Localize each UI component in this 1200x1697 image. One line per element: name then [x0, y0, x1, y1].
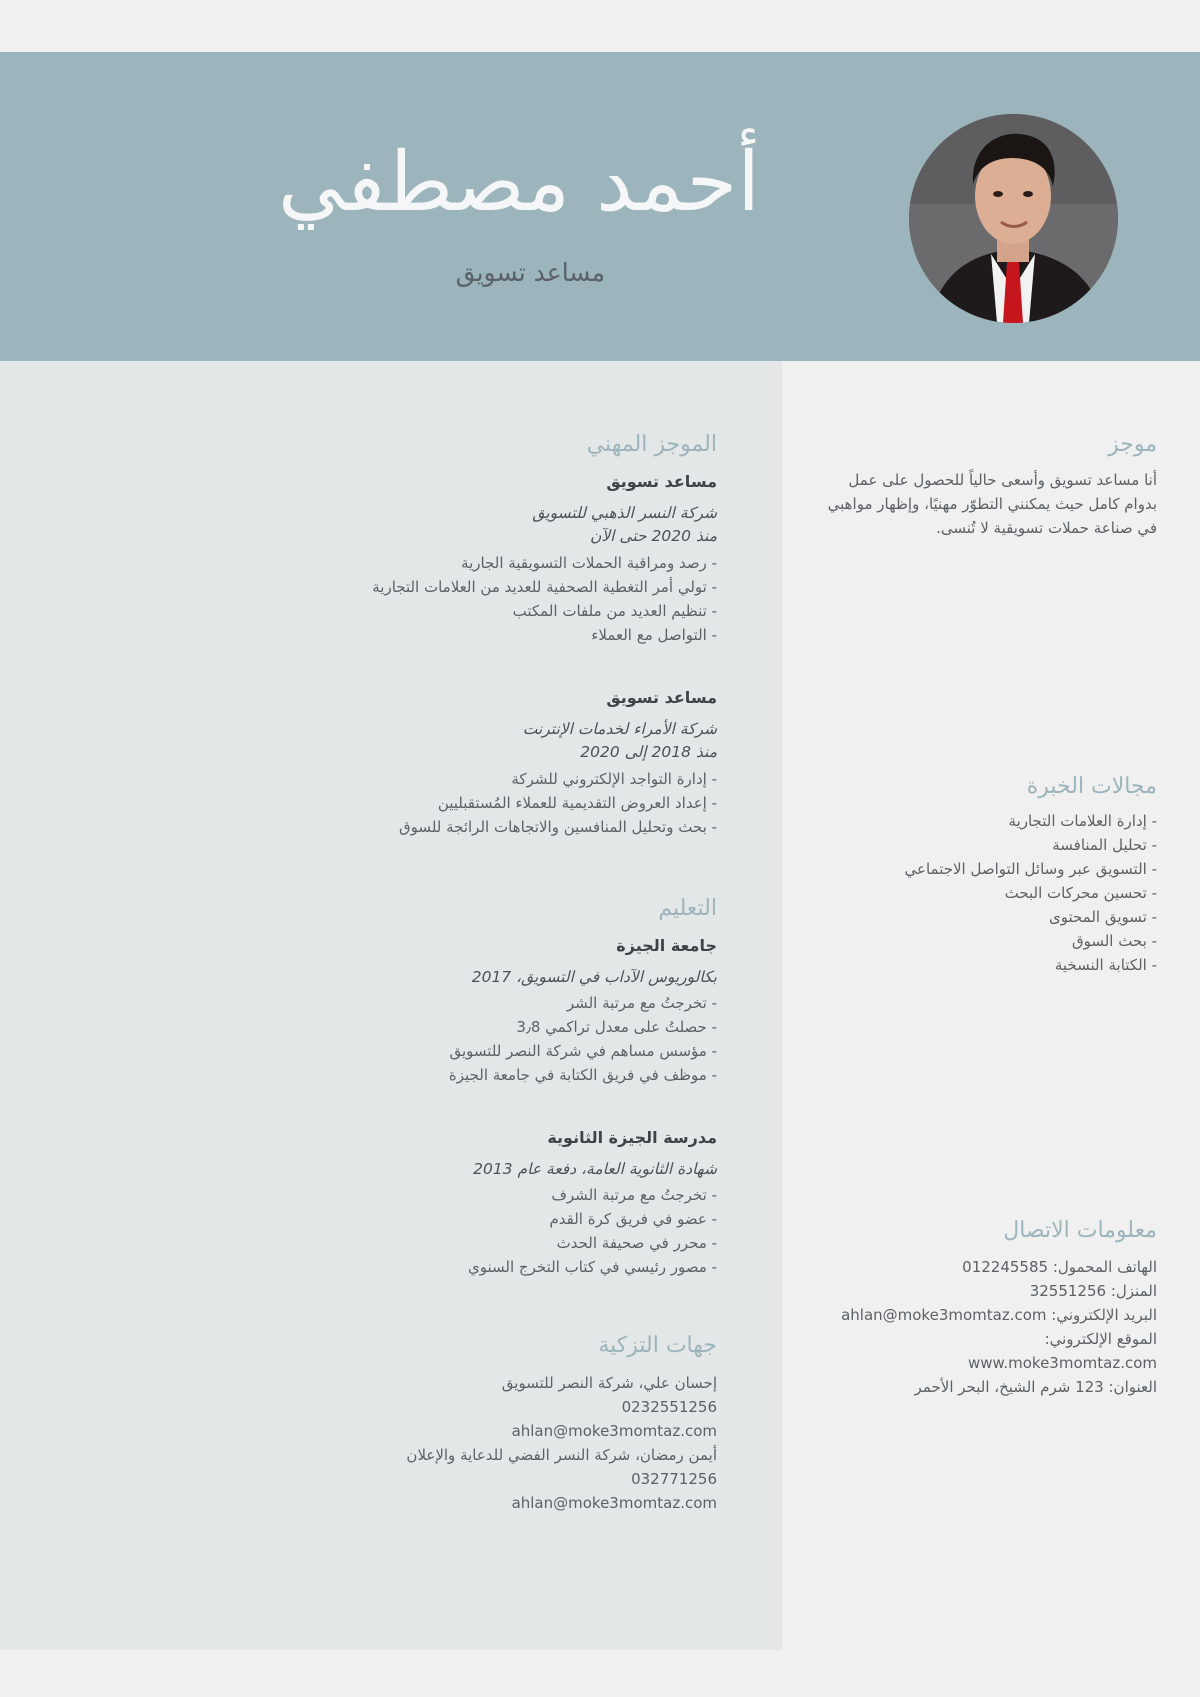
contact-email[interactable]: البريد الإلكتروني: ahlan@moke3momtaz.com: [841, 1306, 1157, 1324]
job-period: منذ 2020 حتى الآن: [589, 527, 717, 545]
reference-line: أيمن رمضان، شركة النسر الفضي للدعاية والإعلان: [406, 1446, 717, 1464]
job-company: شركة الأمراء لخدمات الإنترنت: [522, 720, 717, 738]
expertise-item: - التسويق عبر وسائل التواصل الاجتماعي: [904, 860, 1157, 878]
education-bullet: - موظف في فريق الكتابة في جامعة الجيزة: [448, 1066, 717, 1084]
reference-line: 032771256: [631, 1470, 717, 1488]
profile-photo: [909, 114, 1118, 323]
candidate-title: مساعد تسويق: [455, 258, 605, 287]
candidate-name: أحمد مصطفي: [277, 135, 760, 230]
expertise-item: - تحسين محركات البحث: [1004, 884, 1157, 902]
job-bullet: - تنظيم العديد من ملفات المكتب: [512, 602, 717, 620]
education-heading: التعليم: [658, 896, 717, 921]
school-name: جامعة الجيزة: [616, 936, 717, 955]
degree: بكالوريوس الآداب في التسويق، 2017: [471, 968, 717, 986]
school-name: مدرسة الجيزة الثانوية: [547, 1128, 717, 1147]
job-bullet: - التواصل مع العملاء: [591, 626, 717, 644]
education-bullet: - تخرجتُ مع مرتبة الشرف: [551, 1186, 717, 1204]
education-bullet: - عضو في فريق كرة القدم: [549, 1210, 717, 1228]
expertise-item: - إدارة العلامات التجارية: [1008, 812, 1157, 830]
reference-line: إحسان علي، شركة النصر للتسويق: [501, 1374, 717, 1392]
job-period: منذ 2018 إلى 2020: [580, 743, 717, 761]
reference-line: 0232551256: [621, 1398, 717, 1416]
profile-heading: الموجز المهني: [586, 432, 717, 457]
education-bullet: - مؤسس مساهم في شركة النصر للتسويق: [449, 1042, 717, 1060]
contact-heading: معلومات الاتصال: [1003, 1218, 1157, 1243]
contact-line: الموقع الإلكتروني:: [1044, 1330, 1157, 1348]
reference-line: ahlan@moke3momtaz.com: [511, 1494, 717, 1512]
job-bullet: - بحث وتحليل المنافسين والاتجاهات الرائجة للسوق: [399, 818, 717, 836]
expertise-item: - بحث السوق: [1071, 932, 1157, 950]
degree: شهادة الثانوية العامة، دفعة عام 2013: [473, 1160, 717, 1178]
education-bullet: - حصلتُ على معدل تراكمي 3٫8: [516, 1018, 717, 1036]
job-title: مساعد تسويق: [606, 688, 717, 707]
contact-line: المنزل: 32551256: [1029, 1282, 1157, 1300]
job-company: شركة النسر الذهبي للتسويق: [532, 504, 717, 522]
summary-heading: موجز: [1108, 432, 1157, 457]
reference-line: ahlan@moke3momtaz.com: [511, 1422, 717, 1440]
expertise-heading: مجالات الخبرة: [1026, 774, 1157, 799]
job-bullet: - رصد ومراقبة الحملات التسويقية الجارية: [461, 554, 717, 572]
education-bullet: - تخرجتُ مع مرتبة الشر: [566, 994, 717, 1012]
contact-line: الهاتف المحمول: 012245585: [962, 1258, 1157, 1276]
portrait-illustration: [909, 114, 1118, 323]
contact-line: العنوان: 123 شرم الشيخ، البحر الأحمر: [914, 1378, 1157, 1396]
education-bullet: - مصور رئيسي في كتاب التخرج السنوي: [468, 1258, 717, 1276]
job-bullet: - تولي أمر التغطية الصحفية للعديد من العلامات التجارية: [372, 578, 717, 596]
expertise-item: - الكتابة النسخية: [1054, 956, 1157, 974]
contact-website[interactable]: www.moke3momtaz.com: [967, 1354, 1157, 1372]
job-title: مساعد تسويق: [606, 472, 717, 491]
expertise-item: - تسويق المحتوى: [1048, 908, 1157, 926]
education-bullet: - محرر في صحيفة الحدث: [556, 1234, 717, 1252]
job-bullet: - إدارة التواجد الإلكتروني للشركة: [511, 770, 717, 788]
summary-text: أنا مساعد تسويق وأسعى حالياً للحصول على عمل بدوام كامل حيث يمكنني التطوّر مهنيًا، وإظهار مواهبي في صناعة حملات تسويقية لا تُنسى.: [827, 471, 1157, 537]
references-heading: جهات التزكية: [598, 1333, 717, 1358]
job-bullet: - إعداد العروض التقديمية للعملاء المُستقبليين: [437, 794, 717, 812]
expertise-item: - تحليل المنافسة: [1052, 836, 1157, 854]
